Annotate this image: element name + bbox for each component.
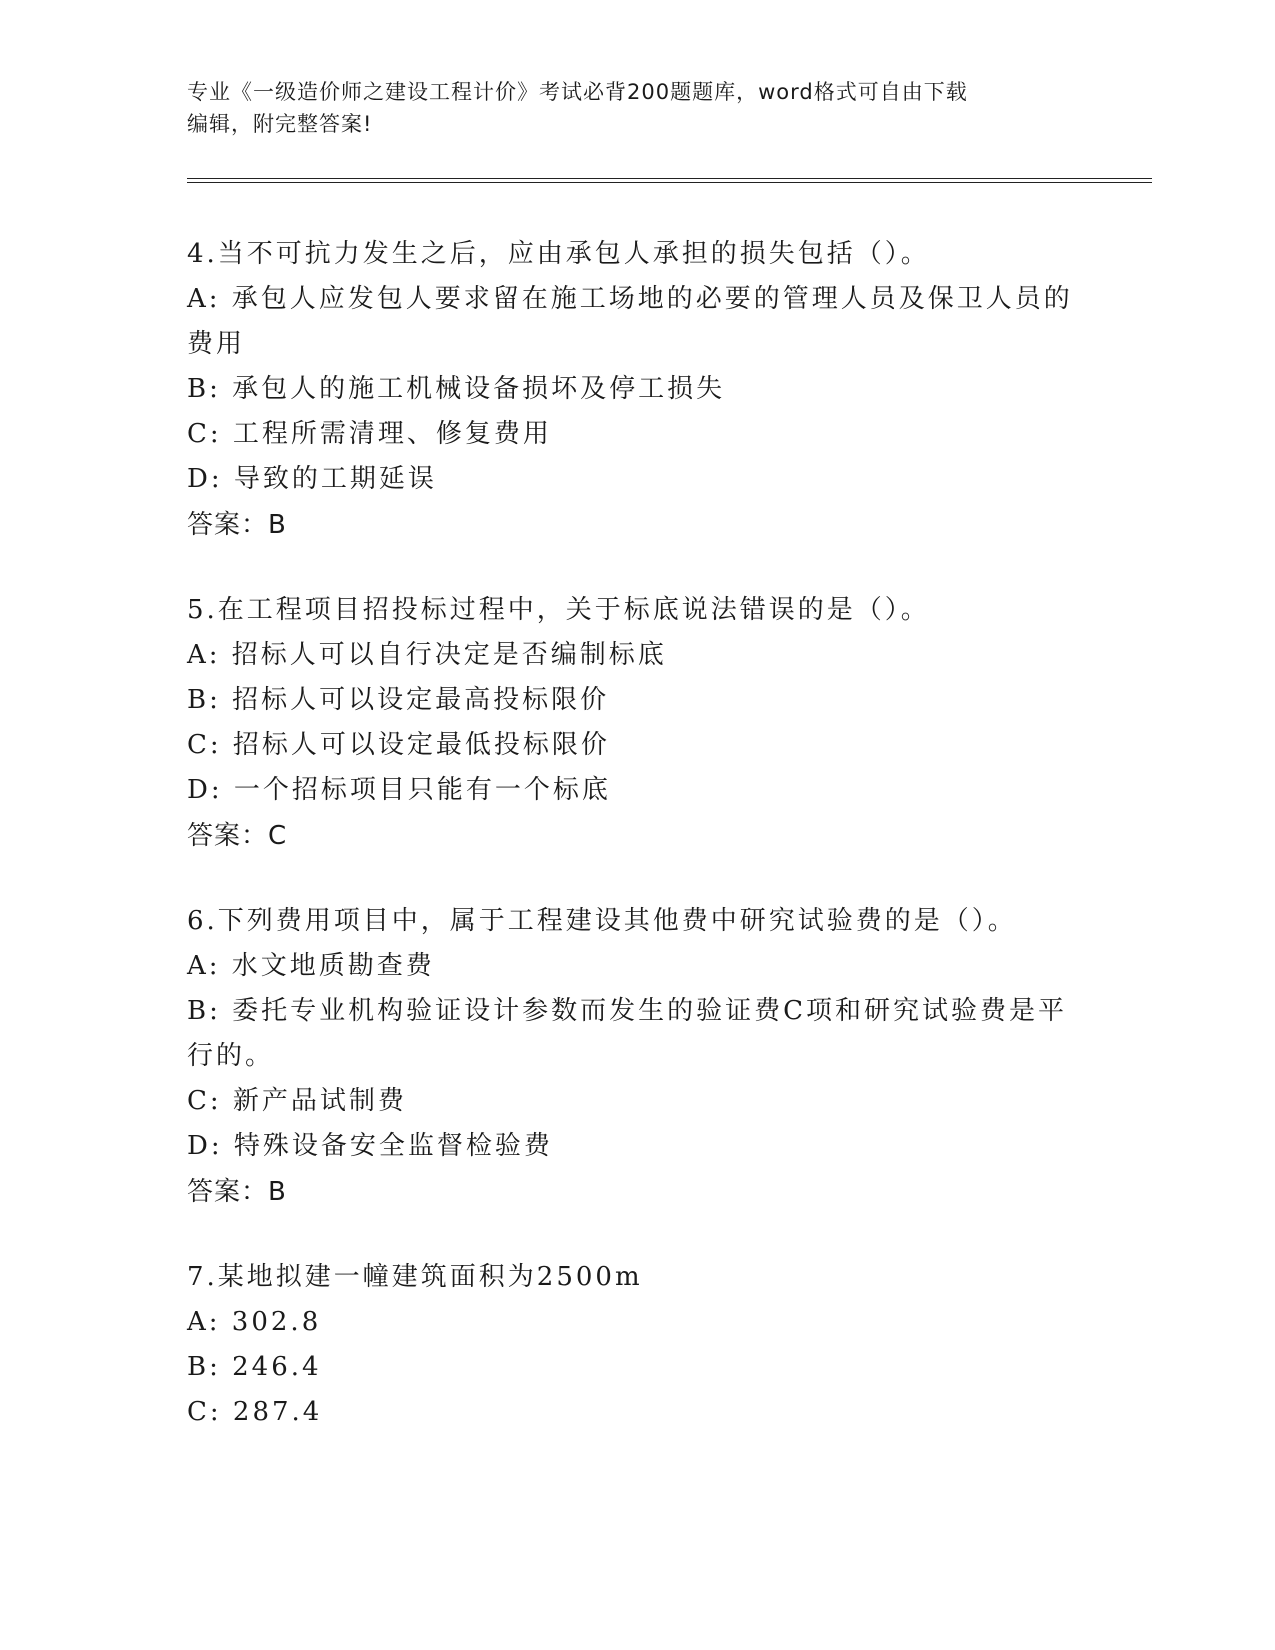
option-a: A: 承包人应发包人要求留在施工场地的必要的管理人员及保卫人员的 xyxy=(187,284,1073,314)
option-a-continued: 费用 xyxy=(187,329,246,359)
header-line-1: 专业《一级造价师之建设工程计价》考试必背200题题库，word格式可自由下载 xyxy=(187,80,968,104)
option-b-continued: 行的。 xyxy=(187,1041,275,1071)
option-c: C: 招标人可以设定最低投标限价 xyxy=(187,730,610,760)
option-c: C: 新产品试制费 xyxy=(187,1086,407,1116)
option-a: A: 水文地质勘查费 xyxy=(187,951,435,981)
option-b: B: 招标人可以设定最高投标限价 xyxy=(187,685,610,715)
option-a: A: 招标人可以自行决定是否编制标底 xyxy=(187,640,667,670)
question-4 xyxy=(187,232,1087,548)
answer: 答案：C xyxy=(187,821,288,851)
question-stem: 5.在工程项目招投标过程中，关于标底说法错误的是（）。 xyxy=(187,595,930,625)
question-5 xyxy=(187,588,1087,859)
question-stem: 6.下列费用项目中，属于工程建设其他费中研究试验费的是（）。 xyxy=(187,906,1017,936)
header-line-2: 编辑，附完整答案! xyxy=(187,112,373,136)
option-d: D: 一个招标项目只能有一个标底 xyxy=(187,775,611,805)
question-stem: 7.某地拟建一幢建筑面积为2500m xyxy=(187,1262,643,1292)
header-divider xyxy=(187,178,1152,183)
question-7 xyxy=(187,1255,1087,1435)
option-c: C: 工程所需清理、修复费用 xyxy=(187,419,552,449)
option-b: B: 委托专业机构验证设计参数而发生的验证费C项和研究试验费是平 xyxy=(187,996,1068,1026)
option-c: C: 287.4 xyxy=(187,1397,323,1427)
option-d: D: 特殊设备安全监督检验费 xyxy=(187,1131,553,1161)
question-list xyxy=(187,232,1087,1475)
option-d: D: 导致的工期延误 xyxy=(187,464,437,494)
option-b: B: 246.4 xyxy=(187,1352,322,1382)
answer: 答案：B xyxy=(187,510,287,540)
question-stem: 4.当不可抗力发生之后，应由承包人承担的损失包括（）。 xyxy=(187,239,930,269)
answer: 答案：B xyxy=(187,1177,287,1207)
option-a: A: 302.8 xyxy=(187,1307,322,1337)
document-header xyxy=(187,76,1087,140)
question-6 xyxy=(187,899,1087,1215)
option-b: B: 承包人的施工机械设备损坏及停工损失 xyxy=(187,374,726,404)
